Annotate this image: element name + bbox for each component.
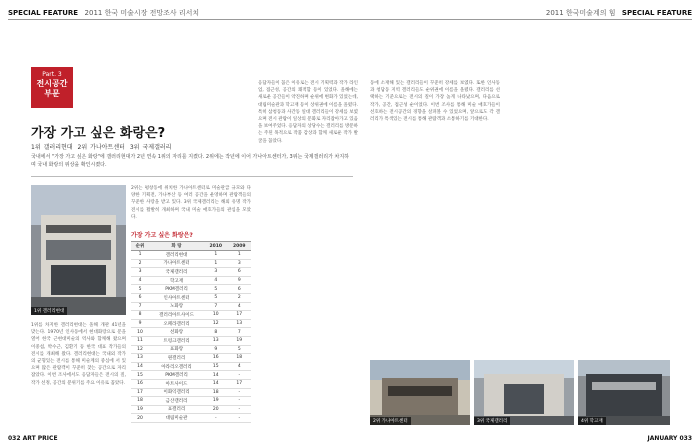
- table-row: [131, 345, 251, 354]
- rank-cell: 13: [131, 354, 149, 363]
- rank-cell: 9: [131, 319, 149, 328]
- rank-2009-cell: 13: [228, 319, 252, 328]
- photo-3: [474, 360, 574, 425]
- table-row: [131, 379, 251, 388]
- rank-2009-cell: -: [228, 397, 252, 406]
- gallery-cell: 대림미술관: [149, 414, 204, 423]
- table-row: [131, 276, 251, 285]
- rank-2010-cell: 3: [204, 268, 227, 277]
- gallery-cell: 아트사이드: [149, 379, 204, 388]
- header-right-sub: 2011 한국미술계의 힘: [545, 9, 616, 17]
- gallery-cell: 금산갤러리: [149, 397, 204, 406]
- rank-2010-cell: 19: [204, 397, 227, 406]
- table-row: [131, 354, 251, 363]
- rank-cell: 18: [131, 397, 149, 406]
- rank-cell: 14: [131, 362, 149, 371]
- rank-2009-cell: 19: [228, 336, 252, 345]
- rank-2009-cell: 18: [228, 354, 252, 363]
- ranking-summary: [31, 142, 174, 151]
- gallery-cell: 가나아트센터: [149, 259, 204, 268]
- rank-cell: 8: [131, 311, 149, 320]
- rank-2010-cell: 20: [204, 405, 227, 414]
- header-rank: 순위: [131, 242, 149, 251]
- gallery-cell: 원갤러리: [149, 354, 204, 363]
- gallery-building-image-3: [474, 360, 574, 425]
- rank-2010-cell: 13: [204, 336, 227, 345]
- main-photo: [31, 185, 126, 315]
- main-photo-caption: 1위 갤러리현대: [31, 307, 67, 315]
- rank-2010-cell: 5: [204, 285, 227, 294]
- footer-right: JANUARY 033: [647, 435, 692, 442]
- rank-cell: 11: [131, 336, 149, 345]
- table-row: [131, 302, 251, 311]
- rank-cell: 12: [131, 345, 149, 354]
- table-row: [131, 268, 251, 277]
- rank-2010-cell: 10: [204, 311, 227, 320]
- gallery-cell: 아라리오갤러리: [149, 362, 204, 371]
- rank-2009-cell: 4: [228, 302, 252, 311]
- rank-2010-cell: 12: [204, 319, 227, 328]
- rank-cell: 7: [131, 302, 149, 311]
- rank-cell: 19: [131, 405, 149, 414]
- header-left-sub: 2011 한국 미술시장 전망조사 리서치: [84, 9, 200, 17]
- rank-2009-cell: 9: [228, 276, 252, 285]
- rank-2009-cell: 17: [228, 311, 252, 320]
- footer-left: 032 ART PRICE: [8, 435, 58, 442]
- rank2-name: 가나아트센터: [90, 144, 125, 151]
- header-divider: [8, 19, 692, 20]
- rank1-name: 갤러리현대: [43, 144, 73, 151]
- rank-2009-cell: 6: [228, 268, 252, 277]
- gallery-cell: 트렁크갤러리: [149, 336, 204, 345]
- body-column-4: 동에 소재해 있는 갤러리들이 꾸준히 강세를 보였다. 또한 인사동과 청담동 지역 갤러리들도 순위권에 이름을 올렸다. 갤러리를 선택하는 기준으로는 전시의 질이 가장 높게 나타났으며, 다음으로 작가, 공간, 접근성 순이었다. 이번 조사를 통해 미술 애호가들이 선호하는 전시공간의 경향을 살펴볼 수 있었으며, 앞으로도 각 갤러리가 특색있는 전시를 통해 관람객과 소통하기를 기대한다.: [370, 81, 500, 123]
- rank-2010-cell: 9: [204, 345, 227, 354]
- rank-2009-cell: 2: [228, 293, 252, 302]
- rank-2009-cell: 1: [228, 251, 252, 260]
- part-title-1: 전시공간: [36, 79, 68, 88]
- table-row: [131, 336, 251, 345]
- rank-cell: 17: [131, 388, 149, 397]
- rank-2009-cell: -: [228, 405, 252, 414]
- rank-cell: 1: [131, 251, 149, 260]
- rank-2009-cell: 5: [228, 345, 252, 354]
- rank-2010-cell: 8: [204, 328, 227, 337]
- table-row: [131, 319, 251, 328]
- rank-cell: 15: [131, 371, 149, 380]
- header-2009: 2009: [228, 242, 252, 251]
- gallery-building-image: [31, 185, 126, 315]
- rank-2009-cell: -: [228, 414, 252, 423]
- photo-3-caption: 3위 국제갤러리: [474, 417, 510, 425]
- table-header-row: [131, 242, 251, 251]
- table-row: [131, 285, 251, 294]
- table-row: [131, 397, 251, 406]
- rank-2010-cell: 7: [204, 302, 227, 311]
- rank-2010-cell: 18: [204, 388, 227, 397]
- part-number: Part. 3: [42, 71, 62, 78]
- header-left-label: SPECIAL FEATURE: [8, 9, 79, 17]
- rank-cell: 20: [131, 414, 149, 423]
- table-row: [131, 405, 251, 414]
- gallery-cell: 인사아트센터: [149, 293, 204, 302]
- table-row: [131, 259, 251, 268]
- table-row: [131, 328, 251, 337]
- ranking-table: [131, 241, 251, 423]
- rank3-name: 국제갤러리: [142, 144, 172, 151]
- rank-2010-cell: 14: [204, 379, 227, 388]
- rank-2010-cell: 1: [204, 259, 227, 268]
- table-row: [131, 388, 251, 397]
- gallery-building-image-4: [578, 360, 670, 425]
- body-column-1: 1위를 차지한 갤러리현대는 올해 개관 41년을 맞는다. 1970년 인사동에서 현대화랑으로 문을 열어 한국 근현대미술의 역사와 함께해 왔으며 이중섭, 박수근, 김환기 등 한국 대표 작가들의 전시를 개최해 왔다. 갤러리현대는 국내외 작가의 균형있는 전시를 통해 미술계의 중심에 서 있으며 많은 관람객이 꾸준히 찾는 공간으로 자리잡았다. 이번 조사에서도 응답자들은 전시의 질, 작가 선정, 공간의 분위기를 주요 이유로 꼽았다.: [31, 323, 126, 386]
- gallery-cell: 선화랑: [149, 328, 204, 337]
- gallery-cell: 이화익갤러리: [149, 388, 204, 397]
- header-2010: 2010: [204, 242, 227, 251]
- rank-2009-cell: 17: [228, 379, 252, 388]
- gallery-cell: PKM갤러리: [149, 285, 204, 294]
- lead-paragraph: 국내에서 "가장 가고 싶은 화랑"에 갤러리현대가 2년 연속 1위의 자리를 지켰다. 2위에는 작년에 이어 가나아트센터가, 3위는 국제갤러리가 차지하며 국내 화랑의 위상을 확인시켰다.: [31, 154, 350, 168]
- gallery-cell: 표갤러리: [149, 405, 204, 414]
- gallery-cell: 국제갤러리: [149, 268, 204, 277]
- rank-2009-cell: 3: [228, 259, 252, 268]
- rank-2010-cell: 16: [204, 354, 227, 363]
- body-column-3: 응답자들이 꼽은 이유로는 전시 기획력과 작가 라인업, 접근성, 공간의 쾌적함 등이 있었다. 올해에는 새로운 공간들이 약진하며 순위에 변화가 있었는데, 대림미술관과 학고재 등이 상위권에 이름을 올렸다. 특히 삼청동과 사간동 일대 갤러리들이 강세를 보였으며 전시 관람이 일상의 문화로 자리잡아가고 있음을 보여주었다. 응답자의 상당수는 갤러리를 방문하는 주된 목적으로 작품 감상과 함께 새로운 작가 발굴을 꼽았다.: [258, 81, 358, 144]
- table-title: 가장 가고 싶은 화랑은?: [131, 232, 193, 239]
- gallery-cell: 갤러리현대: [149, 251, 204, 260]
- rank-cell: 2: [131, 259, 149, 268]
- table-row: [131, 414, 251, 423]
- table-row: [131, 371, 251, 380]
- part-label-box: [31, 67, 73, 108]
- rank-2009-cell: 6: [228, 285, 252, 294]
- photo-2: [370, 360, 470, 425]
- rank-2010-cell: 5: [204, 293, 227, 302]
- rank-2010-cell: 15: [204, 362, 227, 371]
- rank-2010-cell: 14: [204, 371, 227, 380]
- rank-2009-cell: 7: [228, 328, 252, 337]
- gallery-building-image-2: [370, 360, 470, 425]
- photo-4: [578, 360, 670, 425]
- gallery-cell: 오페라갤러리: [149, 319, 204, 328]
- rank-cell: 6: [131, 293, 149, 302]
- rank-2009-cell: -: [228, 371, 252, 380]
- rank3-label: 3위: [129, 144, 140, 151]
- rank-cell: 4: [131, 276, 149, 285]
- rank-cell: 3: [131, 268, 149, 277]
- part-title-2: 부문: [44, 89, 60, 98]
- rank-cell: 10: [131, 328, 149, 337]
- rank-2010-cell: 1: [204, 251, 227, 260]
- table-row: [131, 293, 251, 302]
- rank-cell: 5: [131, 285, 149, 294]
- rank1-label: 1위: [31, 144, 41, 151]
- left-header: [8, 8, 199, 18]
- rank-2009-cell: -: [228, 388, 252, 397]
- article-title: 가장 가고 싶은 화랑은?: [31, 126, 166, 141]
- body-column-2: 2위는 평창동에 위치한 가나아트센터로 미술관급 규모와 다양한 기획전, 가나부산 등 여러 공간을 운영하며 관람객들의 꾸준한 사랑을 받고 있다. 3위 국제갤러리는 해외 유명 작가 전시를 활발히 개최하며 국내 미술 애호가들의 관심을 모았다.: [131, 186, 251, 220]
- header-gallery: 화 랑: [149, 242, 204, 251]
- gallery-cell: 학고재: [149, 276, 204, 285]
- rank-2010-cell: 4: [204, 276, 227, 285]
- rank-2009-cell: 4: [228, 362, 252, 371]
- table-row: [131, 311, 251, 320]
- gallery-cell: PKM갤러리: [149, 371, 204, 380]
- table-row: [131, 251, 251, 260]
- gallery-cell: 노화랑: [149, 302, 204, 311]
- gallery-cell: 표화랑: [149, 345, 204, 354]
- rank2-label: 2위: [77, 144, 88, 151]
- right-header: [546, 8, 692, 18]
- header-right-label: SPECIAL FEATURE: [621, 9, 692, 17]
- rank-2010-cell: -: [204, 414, 227, 423]
- photo-4-caption: 4위 학고재: [578, 417, 606, 425]
- gallery-cell: 갤러리아트사이드: [149, 311, 204, 320]
- table-row: [131, 362, 251, 371]
- rank-cell: 16: [131, 379, 149, 388]
- photo-2-caption: 2위 가나아트센터: [370, 417, 411, 425]
